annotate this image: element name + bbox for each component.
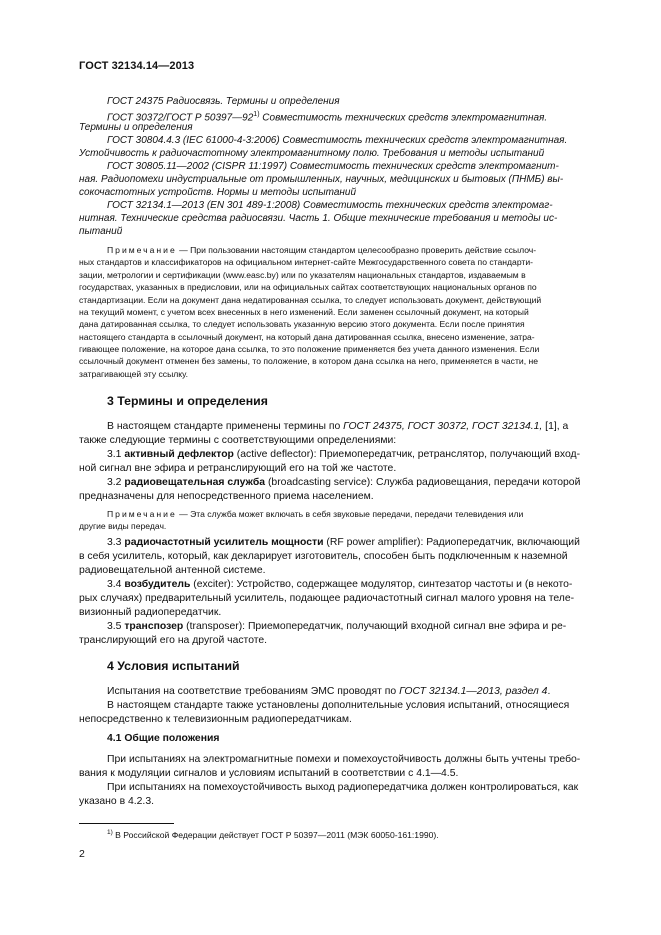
subsection-4-1-heading: 4.1 Общие положения [107,733,220,744]
note1-line: Примечание — При пользовании настоящим стандартом целесообразно проверить действие ссылоч- [107,245,537,255]
note1-line: затрагивающей эту ссылку. [79,369,188,379]
note1-line: настоящего стандарта в ссылочный документ, на который дана датированная ссылка, внесено изменение, затра- [79,332,535,342]
section-4-1-para-1: При испытаниях на электромагнитные помехи и помехоустойчивость должны быть учтены требо- [107,754,581,765]
section-3-intro-cont: также следующие термины с соответствующими определениями: [79,435,397,446]
note2-line: другие виды передач. [79,521,167,531]
ref-gost-30805: ГОСТ 30805.11—2002 (CISPR 11:1997) Совместимость технических средств электромагнит- [107,161,559,172]
section-3-heading: 3 Термины и определения [107,394,268,408]
ref-gost-30804-cont: Устойчивость к радиочастотному электромагнитному полю. Требования и методы испытаний [79,148,545,159]
section-3-intro: В настоящем стандарте применены термины по ГОСТ 24375, ГОСТ 30372, ГОСТ 32134.1, [1], а [107,421,569,432]
term-3-1: 3.1 активный дефлектор (active deflector): Приемопередатчик, ретранслятор, получающий вход- [107,449,581,460]
ref-gost-30372-cont: Термины и определения [79,122,193,133]
footnote-mark: 1) [253,111,260,118]
note1-line: на текущий момент, с учетом всех внесенных в него изменений. Если заменен ссылочный документ, на который [79,307,529,317]
document-header: ГОСТ 32134.14—2013 [79,60,195,72]
ref-gost-24375: ГОСТ 24375 Радиосвязь. Термины и определения [107,96,340,107]
ref-gost-30804: ГОСТ 30804.4.3 (IEC 61000-4-3:2006) Совместимость технических средств электромагнитная. [107,135,568,146]
note1-line: ных стандартов и классификаторов на официальном интернет-сайте Межгосударственного совета по стандарти- [79,257,534,267]
term-3-4: 3.4 возбудитель (exciter): Устройство, содержащее модулятор, синтезатор частоты и (в некото- [107,579,573,590]
section-4-heading: 4 Условия испытаний [107,659,240,673]
page-number: 2 [79,848,85,860]
term-3-3: 3.3 радиочастотный усилитель мощности (RF power amplifier): Радиопередатчик, включающий [107,537,580,548]
note-label: Примечание [107,509,177,519]
section-4-para-2: В настоящем стандарте также установлены дополнительные условия испытаний, относящиеся [107,700,570,711]
note1-line: ссылочный документ отменен без замены, то положение, в котором дана ссылка на него, применяется в части, не [79,356,539,366]
ref-gost-32134-1-cont2: пытаний [79,226,123,237]
term-3-1-cont: ной сигнал вне эфира и ретранслирующий его на той же частоте. [79,463,397,474]
term-3-4-cont: визионный радиопередатчик. [79,607,222,618]
section-4-1-para-1-cont: вания к модуляции сигналов и условиям испытаний в соответствии с 4.1—4.5. [79,768,459,779]
note1-line: стандартизации. Если на документ дана недатированная ссылка, то следует использовать документ, действующий [79,295,542,305]
note2-line: Примечание — Эта служба может включать в себя звуковые передачи, передачи телевидения или [107,509,524,519]
section-4-para-1: Испытания на соответствие требованиям ЭМС проводят по ГОСТ 32134.1—2013, раздел 4. [107,686,551,697]
footnote: $^{1)}$ В Российской Федерации действует ГОСТ Р 50397—2011 (МЭК 60050-161:1990). [107,829,439,840]
section-4-1-para-2-cont: указано в 4.2.3. [79,796,154,807]
ref-gost-30805-cont2: сокочастотных устройств. Нормы и методы испытаний [79,187,357,198]
note1-line: государствах, указанных в предисловии, или на официальных сайтах соответствующих национальных органов по [79,282,537,292]
section-4-para-2-cont: непосредственно к телевизионным радиопередатчикам. [79,714,352,725]
ref-gost-30805-cont1: ная. Радиопомехи индустриальные от промышленных, научных, медицинских и бытовых (ПНМБ) вы- [79,174,564,185]
footnote-divider [79,823,174,824]
note1-line: зации, метрологии и сертификации (www.easc.by) или по указателям национальных стандартов, издаваемым в [79,270,526,280]
ref-gost-30372: ГОСТ 30372/ГОСТ Р 50397—92$^{1)}$ Совместимость технических средств электромагнитная. [107,111,548,124]
ref-gost-32134-1-cont1: нитная. Технические средства радиосвязи. Часть 1. Общие технические требования и методы ис- [79,213,558,224]
term-3-5-cont: транслирующий его на другой частоте. [79,635,268,646]
term-3-4-cont: рых случаях) предварительный усилитель, подающее радиочастотный сигнал малого уровня на теле- [79,593,575,604]
term-3-2: 3.2 радиовещательная служба (broadcasting service): Служба радиовещания, передачи которой [107,477,581,488]
section-4-1-para-2: При испытаниях на помехоустойчивость выход радиопередатчика должен контролироваться, как [107,782,579,793]
term-3-5: 3.5 транспозер (transposer): Приемопередатчик, получающий входной сигнал вне эфира и ре- [107,621,567,632]
note1-line: гивающее положение, на которое дана ссылка, то это положение применяется без учета данного изменения. Если [79,344,540,354]
term-3-3-cont: радиовещательной антенной системе. [79,565,266,576]
ref-gost-32134-1: ГОСТ 32134.1—2013 (EN 301 489-1:2008) Совместимость технических средств электромаг- [107,200,553,211]
note1-line: дана датированная ссылка, то следует использовать указанную версию этого документа. Если после принятия [79,319,525,329]
term-3-3-cont: в себя усилитель, который, как декларирует изготовитель, способен быть подключенным к наземной [79,551,568,562]
note-label: Примечание [107,245,177,255]
term-3-2-cont: предназначены для непосредственного приема населением. [79,491,374,502]
